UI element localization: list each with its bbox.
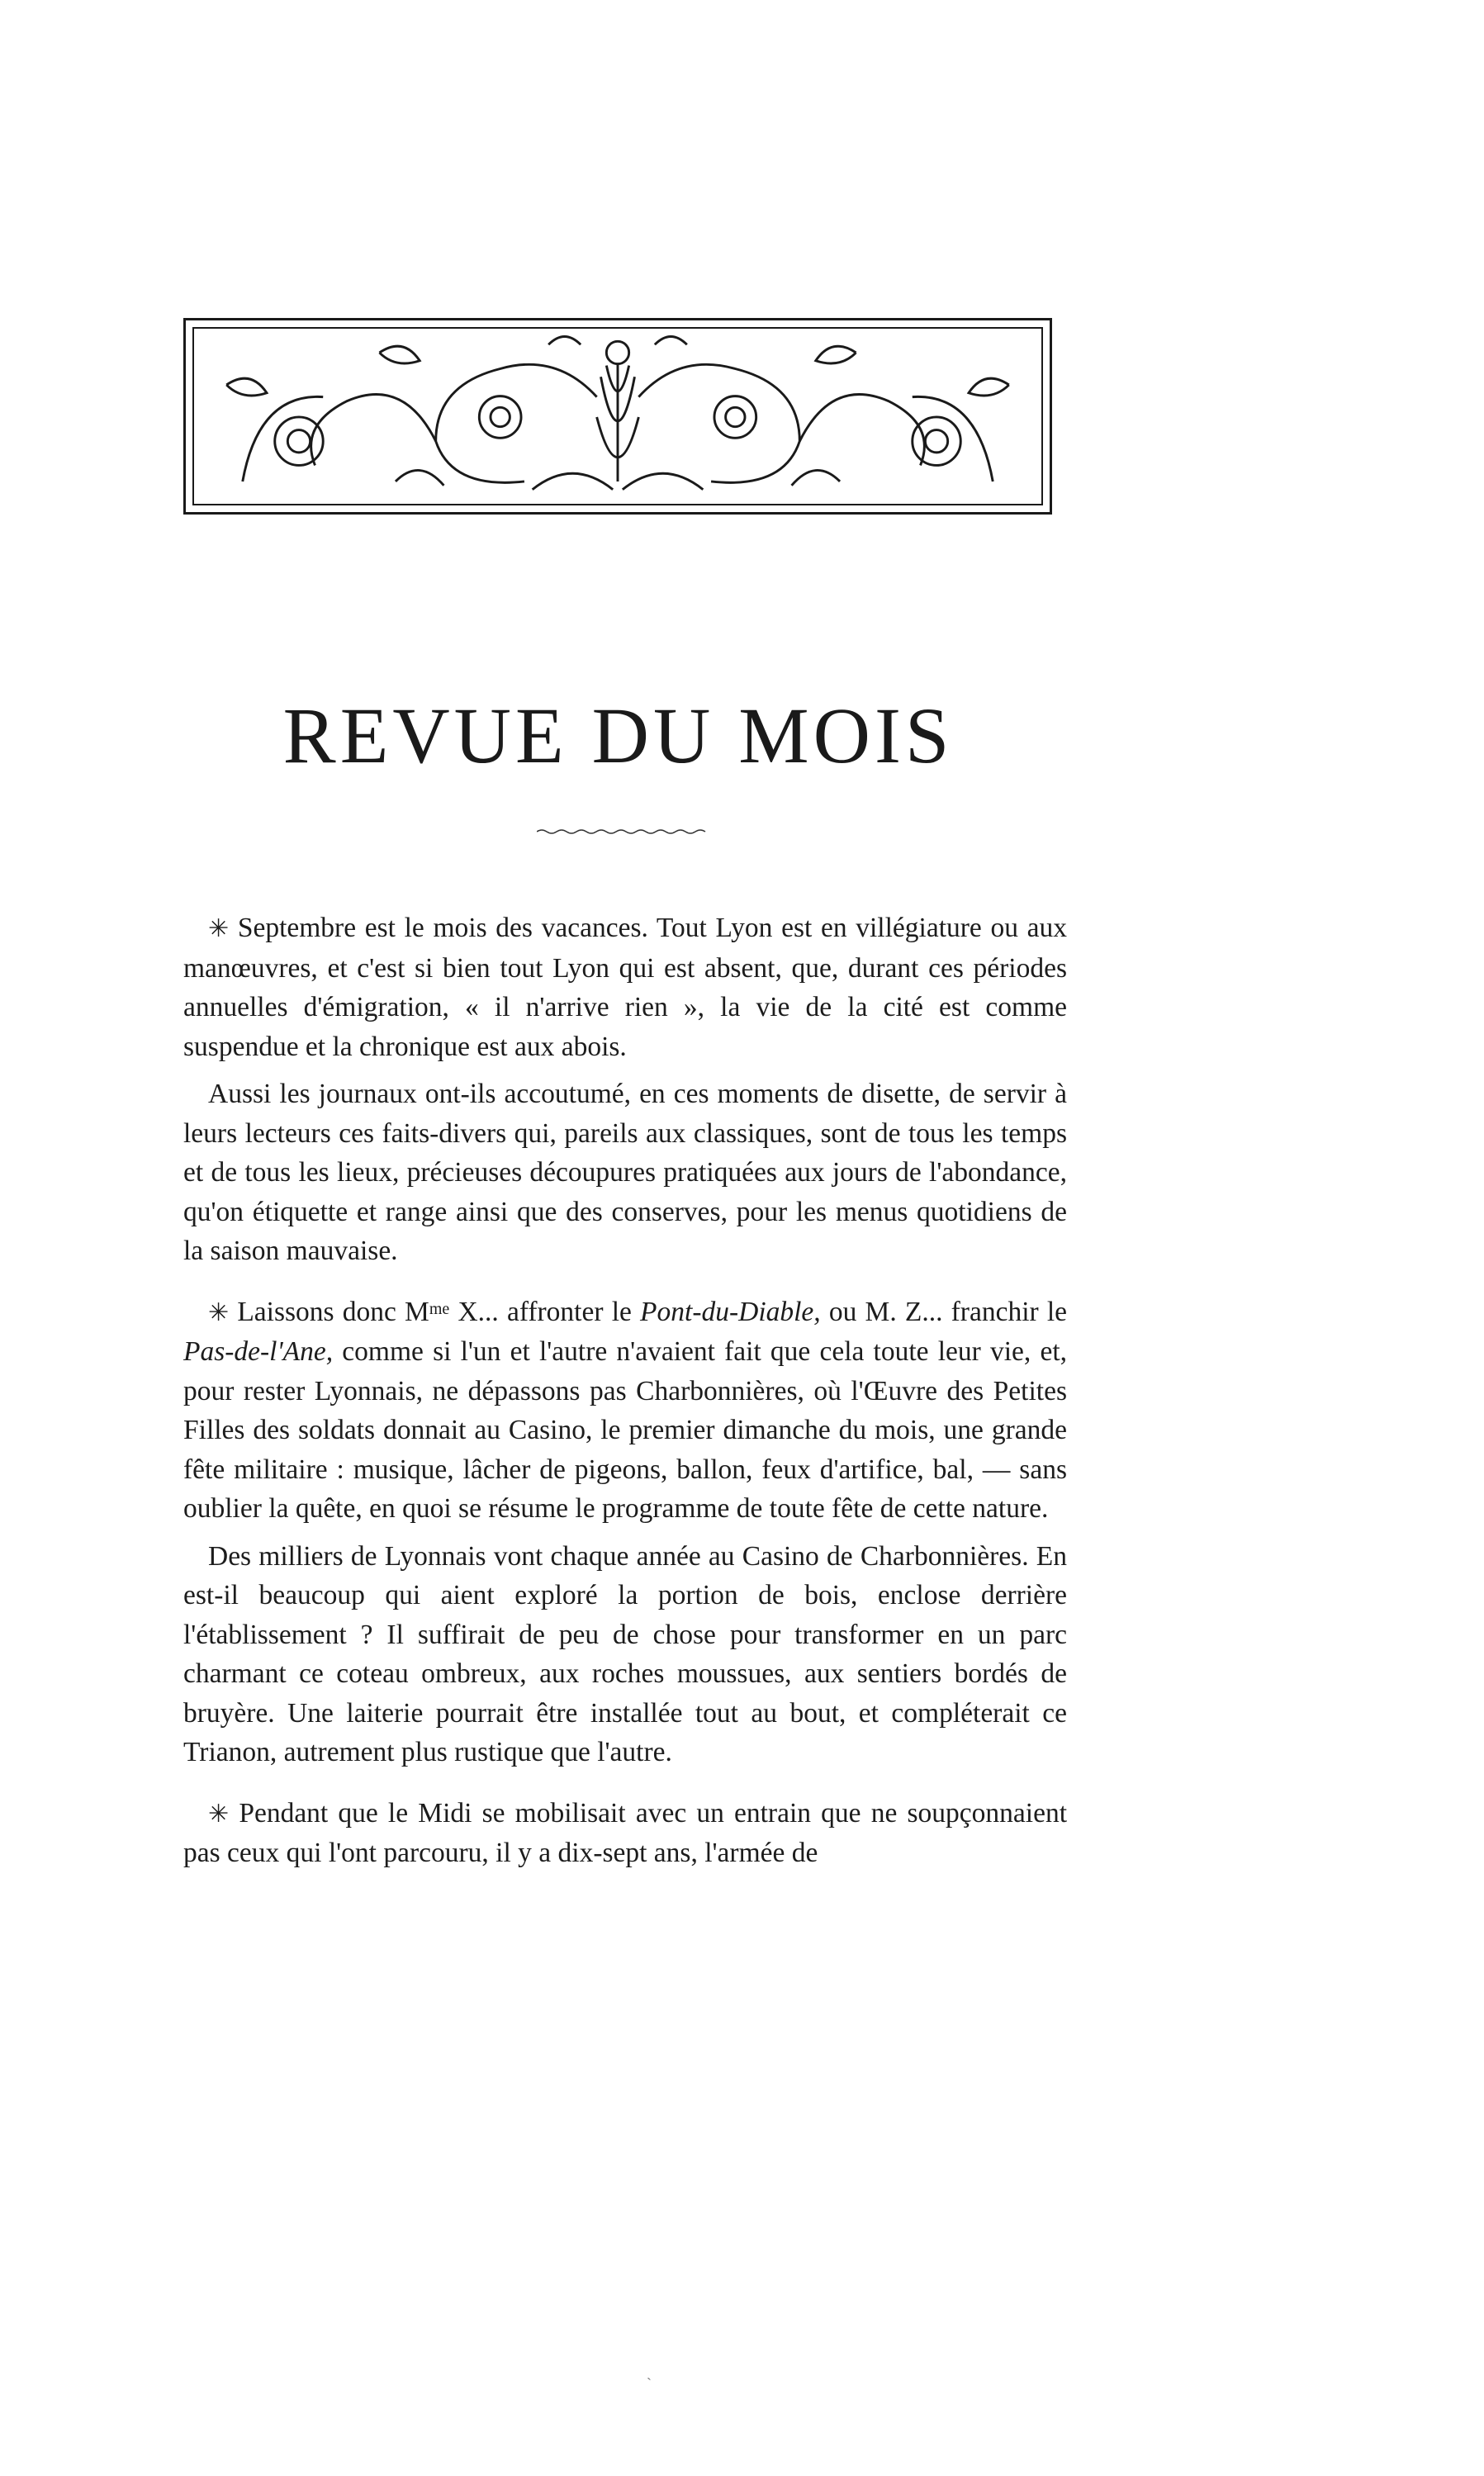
asterism-icon: ✳ (208, 1297, 230, 1327)
paragraph-p5 (183, 1794, 1067, 1873)
paragraph-text-b: X... affronter le (449, 1296, 641, 1327)
asterism-icon: ✳ (208, 914, 230, 943)
paragraph-p1 (183, 908, 1067, 1066)
superscript-me: me (429, 1299, 450, 1318)
paragraph-text-d: comme si l'un et l'autre n'avaient fait que cela toute leur vie, et, pour rester Lyonnais, ne dépassons pas Charbonnières, où l'Œuvre des Petites Filles des soldats donnait au Casino, le premier dimanche du mois, une grande fête militaire : musique, lâcher de pigeons, ballon, feux d'artifice, bal, — sans oublier la quête, en quoi se résume le programme de toute fête de cette nature. (183, 1336, 1067, 1524)
paragraph-text-c: ou M. Z... franchir le (820, 1296, 1068, 1327)
article-body (183, 908, 1067, 1873)
title-divider (537, 828, 707, 835)
asterism-icon: ✳ (208, 1799, 230, 1829)
paragraph-text: Pendant que le Midi se mobilisait avec un entrain que ne soupçonnaient pas ceux qui l'ont parcouru, il y a dix-sept ans, l'armée de (183, 1797, 1068, 1868)
page-title: REVUE DU MOIS (282, 691, 954, 780)
ornament-scroll-icon (186, 320, 1050, 512)
paragraph-text: Aussi les journaux ont-ils accoutumé, en ces moments de disette, de servir à leurs lecteurs ces faits-divers qui, pareils aux classiques, sont de tous les temps et de tous les lieux, précieuses découpures pratiquées aux jours de l'abondance, qu'on étiquette et range ainsi que des conserves, pour les menus quotidiens de la saison mauvaise. (183, 1079, 1067, 1266)
italic-place-2: Pas-de-l'Ane, (183, 1336, 334, 1367)
print-speck: ˏ (647, 2364, 652, 2380)
paragraph-p2 (183, 1074, 1067, 1271)
headpiece-ornament (183, 318, 1052, 515)
italic-place-1: Pont-du-Diable, (640, 1296, 821, 1327)
paragraph-text-a: Laissons donc M (237, 1296, 429, 1327)
paragraph-text: Septembre est le mois des vacances. Tout Lyon est en villégiature ou aux manœuvres, et c'est si bien tout Lyon qui est absent, que, durant ces périodes annuelles d'émigration, « il n'arrive rien », la vie de la cité est comme suspendue et la chronique est aux abois. (183, 913, 1067, 1062)
paragraph-p4 (183, 1537, 1067, 1772)
paragraph-p3 (183, 1293, 1067, 1529)
paragraph-text: Des milliers de Lyonnais vont chaque année au Casino de Charbonnières. En est-il beaucoup qui aient exploré la portion de bois, enclose derrière l'établissement ? Il suffirait de peu de chose pour transformer en un parc charmant ce coteau ombreux, aux roches moussues, aux sentiers bordés de bruyère. Une laiterie pourrait être installée tout au bout, et compléterait ce Trianon, autrement plus rustique que l'autre. (183, 1540, 1067, 1767)
